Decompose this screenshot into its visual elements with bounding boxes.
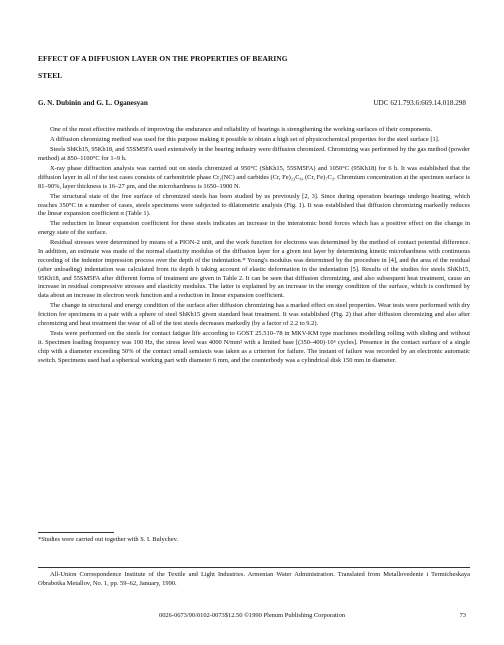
paragraph: Tests were performed on the steels for contact fatigue life according to GOST 25.510–78 in MKV-KM type machines modelling rolling with sliding and without it. Specimen loading frequency was 100 Hz, the stress level was 4000 N/mm² with a limited base [(350–400)·10⁶ cycles]. Presence in the contact surface of a single chip with a diameter exceeding 50% of the contact small semiaxis was taken as a criterion for failure. The instant of failure was recorded by an electronic automatic switch. Specimens used had a spherical working part with diameter 6 mm, and the counterbody was a cylindrical disk 150 mm in diameter. bbox=[38, 330, 470, 364]
article-title bbox=[38, 50, 478, 84]
paragraph: Steels ShKh15, 95Kh18, and 55SM5FA used extensively in the bearing industry were diffusion chromized. Chromizing was performed by the gas method (powder method) at 850–1100°C for 1–9 h. bbox=[38, 146, 470, 162]
title-line-1: EFFECT OF A DIFFUSION LAYER ON THE PROPERTIES OF BEARING bbox=[38, 54, 288, 63]
affiliation-block bbox=[38, 571, 470, 589]
paragraph: The change in structural and energy condition of the surface after diffusion chromizing has a marked effect on steel properties. Wear tests were performed with dry friction for specimens in a pair with a sphere of steel ShKh15 given standard heat treatment. It was established (Fig. 2) that after diffusion chromizing and also after chromizing and heat treatment the wear of all of the test steels decreases markedly (by a factor of 2.2 to 9.2). bbox=[38, 302, 470, 328]
paragraph: X-ray phase diffraction analysis was carried out on steels chromized at 950°C (ShKh15, 55SM5FA) and 1050°C (95Kh18) for 6 h. It was established that the diffusion layer in all of the test cases consists of carbonitride phase Cr₂(NC) and carbides (Cr, Fe)₂₃C₆, (Cr, Fe)₇C₃. Chromium concentration at the specimen surface is 81–90%, layer thickness is 16–27 μm, and the microhardness is 1650–1900 N. bbox=[38, 164, 470, 190]
page-number: 73 bbox=[459, 612, 466, 619]
paragraph: A diffusion chromizing method was used for this purpose making it possible to obtain a high set of physicochemical properties for the steel surface [1]. bbox=[50, 136, 440, 144]
affiliation-text: All-Union Correspondence Institute of the Textile and Light Industries. Armenian Water Administration. Translated from Metallovedenie i Termicheskaya Obrabotka Metallov, No. 1, pp. 59–62, January, 1990. bbox=[38, 571, 470, 587]
article-body bbox=[38, 126, 470, 367]
title-line-2: STEEL bbox=[38, 71, 63, 80]
paragraph: Residual stresses were determined by means of a PION-2 unit, and the work function for electrons was determined by the method of contact potential difference. In addition, an estimate was made of the normal elasticity modulus of the diffusion layer for a given test layer by determining kinetic microhardness with continuous recording of the indentor impression process over the depth of the indentation.* Young's modulus was determined by the procedure in [4], and the area of the residual (after unloading) indentation was calculated from its depth h taking account of elastic deformation in the indentation [5]. Results of the studies for steels ShKh15, 95Kh18, and 55SM5FA after different forms of treatment are given in Table 2. It can be seen that diffusion chromizing, and also subsequent heat treatment, cause an increase in residual compressive stresses and elasticity modulus. The latter is explained by an increase in the energy condition of the surface, which is confirmed by data about an increase in electron work function and a reduction in linear expansion coefficient. bbox=[38, 239, 470, 300]
paragraph: One of the most effective methods of improving the endurance and reliability of bearings is strengthening the working surfaces of their components. bbox=[50, 126, 433, 133]
footnote: *Studies were carried out together with S. I. Bulychev. bbox=[38, 536, 178, 543]
paragraph: The reduction in linear expansion coefficient for these steels indicates an increase in the interatomic bond forces which has a positive effect on the change in energy state of the surface. bbox=[38, 220, 470, 237]
udc-code: UDC 621.793.6:669.14.018.298 bbox=[373, 99, 466, 107]
paragraph: The structural state of the free surface of chromized steels has been studied by us previously [2, 3]. Since during operation bearings undergo heating, which reaches 350°C in a number of cases, steels specimens were subjected to dilatometric analysis (Fig. 1). It was established that diffusion chromizing markedly reduces the linear expansion coefficient α (Table 1). bbox=[38, 192, 470, 218]
affiliation-divider bbox=[38, 567, 470, 568]
authors: G. N. Dubinin and G. L. Oganesyan bbox=[38, 99, 148, 107]
footnote-divider bbox=[38, 532, 114, 533]
copyright-line: 0026-0673/90/0102-0073$12.50 ©1990 Plenum Publishing Corporation bbox=[158, 612, 346, 619]
